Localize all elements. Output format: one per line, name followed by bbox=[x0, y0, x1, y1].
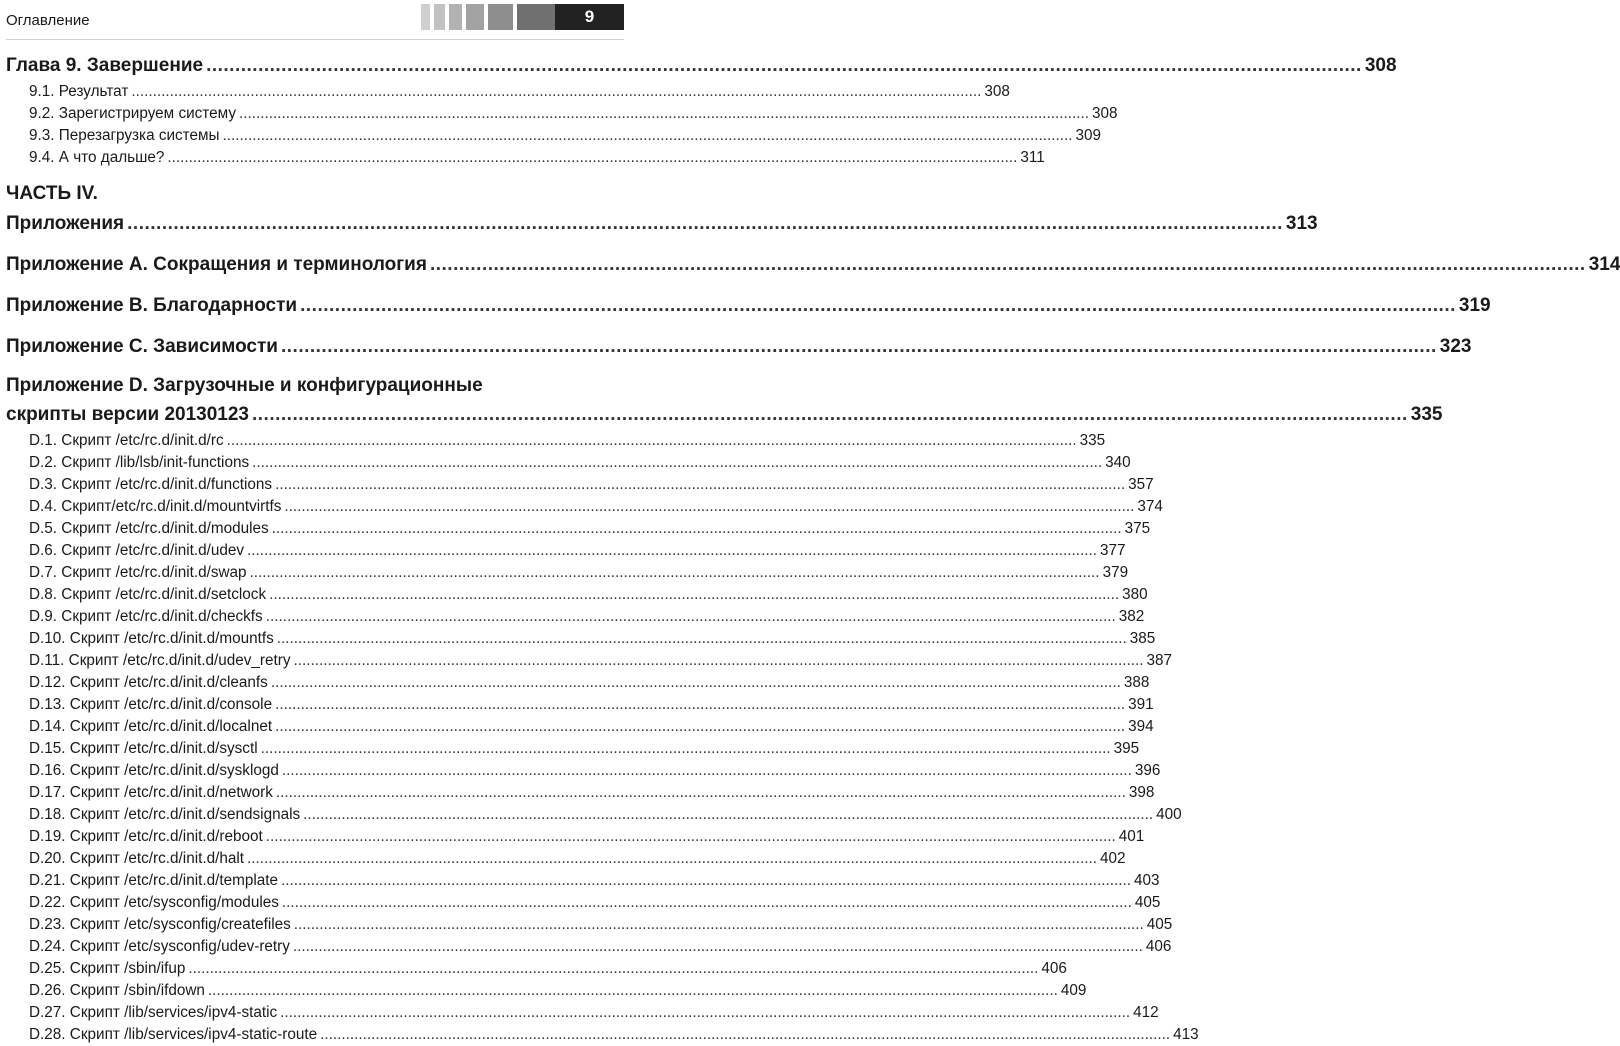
toc-entry-page: 377 bbox=[1100, 542, 1126, 559]
dot-leader: ........................................................................................................................................................................................................ bbox=[281, 894, 1132, 911]
toc-entry-page: 380 bbox=[1122, 586, 1148, 603]
toc-entry-page: 374 bbox=[1137, 498, 1163, 515]
dot-leader: ........................................................................................................................................................................................................ bbox=[131, 83, 982, 100]
toc-item[interactable] bbox=[0, 430, 1106, 452]
toc-entry-title: D.22. Скрипт /etc/sysconfig/modules bbox=[29, 894, 279, 911]
dot-leader: ........................................................................................................................................................................................................ bbox=[276, 630, 1127, 647]
toc-entry-title: D.15. Скрипт /etc/rc.d/init.d/sysctl bbox=[29, 740, 258, 757]
toc-entry-title: D.14. Скрипт /etc/rc.d/init.d/localnet bbox=[29, 718, 273, 735]
toc-entry-page: 405 bbox=[1146, 916, 1173, 933]
toc-entry-title: 9.1. Результат bbox=[29, 83, 129, 100]
toc-entry-page: 406 bbox=[1145, 938, 1172, 955]
toc-entry-page: 313 bbox=[1285, 213, 1318, 234]
dot-leader: ........................................................................................................................................................................................................ bbox=[238, 105, 1089, 122]
toc-appendix-d-title-line1[interactable]: Приложение D. Загрузочные и конфигурационные bbox=[6, 375, 483, 396]
dot-leader: ........................................................................................................................................................................................................ bbox=[275, 718, 1126, 735]
toc-entry-title: Приложение C. Зависимости bbox=[6, 336, 278, 357]
toc-entry-page: 400 bbox=[1156, 806, 1182, 823]
header-decorative-bars bbox=[421, 4, 559, 30]
dot-leader: ........................................................................................................................................................................................................ bbox=[252, 404, 1408, 425]
toc-entry-title: D.3. Скрипт /etc/rc.d/init.d/functions bbox=[29, 476, 273, 493]
toc-entry-title: D.24. Скрипт /etc/sysconfig/udev-retry bbox=[29, 938, 290, 955]
toc-entry-page: 309 bbox=[1075, 127, 1102, 144]
toc-entry-page: 391 bbox=[1128, 696, 1154, 713]
toc-item[interactable] bbox=[0, 760, 1161, 782]
toc-entry-page: 409 bbox=[1060, 982, 1087, 999]
toc-item[interactable] bbox=[0, 562, 1129, 584]
toc-item[interactable] bbox=[0, 606, 1145, 628]
toc-item[interactable] bbox=[0, 870, 1160, 892]
header-divider bbox=[6, 39, 624, 40]
dot-leader: ........................................................................................................................................................................................................ bbox=[275, 784, 1126, 801]
toc-entry-title: D.13. Скрипт /etc/rc.d/init.d/console bbox=[29, 696, 273, 713]
toc-entry-page: 412 bbox=[1133, 1004, 1159, 1021]
toc-item[interactable] bbox=[0, 584, 1148, 606]
dot-leader: ........................................................................................................................................................................................................ bbox=[265, 608, 1116, 625]
dot-leader: ........................................................................................................................................................................................................ bbox=[281, 872, 1132, 889]
dot-leader: ........................................................................................................................................................................................................ bbox=[222, 127, 1073, 144]
toc-entry-title: D.19. Скрипт /etc/rc.d/init.d/reboot bbox=[29, 828, 263, 845]
toc-item[interactable] bbox=[0, 826, 1145, 848]
toc-entry-page: 382 bbox=[1118, 608, 1145, 625]
toc-entry-page: 387 bbox=[1146, 652, 1173, 669]
dot-leader: ........................................................................................................................................................................................................ bbox=[265, 828, 1116, 845]
toc-item[interactable] bbox=[0, 848, 1126, 870]
toc-item[interactable] bbox=[0, 650, 1173, 672]
toc-entry-title: D.21. Скрипт /etc/rc.d/init.d/template bbox=[29, 872, 279, 889]
toc-entry-title: D.1. Скрипт /etc/rc.d/init.d/rc bbox=[29, 432, 224, 449]
toc-entry-title: D.12. Скрипт /etc/rc.d/init.d/cleanfs bbox=[29, 674, 268, 691]
toc-entry-page: 385 bbox=[1129, 630, 1156, 647]
dot-leader: ........................................................................................................................................................................................................ bbox=[188, 960, 1039, 977]
toc-entry-title: скрипты версии 20130123 bbox=[6, 404, 249, 425]
toc-entry-title: D.6. Скрипт /etc/rc.d/init.d/udev bbox=[29, 542, 245, 559]
toc-entry-page: 413 bbox=[1173, 1026, 1199, 1043]
dot-leader: ........................................................................................................................................................................................................ bbox=[271, 520, 1122, 537]
header-bar bbox=[421, 4, 430, 30]
toc-entry-page: 406 bbox=[1041, 960, 1067, 977]
toc-entry-page: 308 bbox=[1091, 105, 1118, 122]
page-header bbox=[0, 0, 631, 34]
toc-entry-title: D.2. Скрипт /lib/lsb/init-functions bbox=[29, 454, 250, 471]
dot-leader: ........................................................................................................................................................................................................ bbox=[226, 432, 1077, 449]
dot-leader: ........................................................................................................................................................................................................ bbox=[284, 498, 1135, 515]
toc-entry-page: 402 bbox=[1100, 850, 1126, 867]
toc-item[interactable] bbox=[0, 518, 1151, 540]
toc-entry-page: 403 bbox=[1134, 872, 1160, 889]
dot-leader: ........................................................................................................................................................................................................ bbox=[280, 1004, 1131, 1021]
toc-item[interactable] bbox=[0, 914, 1173, 936]
dot-leader: ........................................................................................................................................................................................................ bbox=[429, 254, 1586, 275]
toc-entry-title: D.8. Скрипт /etc/rc.d/init.d/setclock bbox=[29, 586, 267, 603]
toc-entry-page: 375 bbox=[1124, 520, 1151, 537]
toc-entry-title: D.26. Скрипт /sbin/ifdown bbox=[29, 982, 205, 999]
toc-item[interactable] bbox=[0, 81, 1010, 103]
dot-leader: ........................................................................................................................................................................................................ bbox=[269, 586, 1120, 603]
dot-leader: ........................................................................................................................................................................................................ bbox=[207, 982, 1058, 999]
running-header-title: Оглавление bbox=[6, 12, 90, 29]
toc-entry-title: 9.2. Зарегистрируем систему bbox=[29, 105, 236, 122]
page-number: 9 bbox=[555, 4, 624, 30]
toc-item[interactable] bbox=[0, 672, 1150, 694]
header-bar bbox=[449, 4, 462, 30]
dot-leader: ........................................................................................................................................................................................................ bbox=[270, 674, 1121, 691]
toc-appendix-b[interactable] bbox=[0, 290, 1491, 321]
dot-leader: ........................................................................................................................................................................................................ bbox=[303, 806, 1154, 823]
header-bar bbox=[466, 4, 484, 30]
toc-item[interactable] bbox=[0, 716, 1154, 738]
toc-item[interactable] bbox=[0, 892, 1161, 914]
toc-entry-title: D.16. Скрипт /etc/rc.d/init.d/sysklogd bbox=[29, 762, 279, 779]
toc-entry-page: 394 bbox=[1128, 718, 1154, 735]
toc-entry-title: 9.4. А что дальше? bbox=[29, 149, 165, 166]
toc-entry-page: 335 bbox=[1079, 432, 1106, 449]
toc-entry-page: 388 bbox=[1123, 674, 1150, 691]
toc-entry-page: 311 bbox=[1020, 149, 1045, 166]
dot-leader: ........................................................................................................................................................................................................ bbox=[275, 476, 1126, 493]
toc-entry-title: D.25. Скрипт /sbin/ifup bbox=[29, 960, 186, 977]
dot-leader: ........................................................................................................................................................................................................ bbox=[252, 454, 1103, 471]
toc-entry-page: 401 bbox=[1118, 828, 1145, 845]
toc-item[interactable] bbox=[0, 540, 1126, 562]
toc-entry-page: 379 bbox=[1102, 564, 1129, 581]
toc-entry-page: 323 bbox=[1439, 336, 1472, 357]
dot-leader: ........................................................................................................................................................................................................ bbox=[280, 336, 1437, 357]
toc-entry-page: 308 bbox=[984, 83, 1010, 100]
dot-leader: ........................................................................................................................................................................................................ bbox=[127, 213, 1283, 234]
toc-item[interactable] bbox=[0, 474, 1154, 496]
toc-entry-title: D.27. Скрипт /lib/services/ipv4-static bbox=[29, 1004, 278, 1021]
dot-leader: ........................................................................................................................................................................................................ bbox=[320, 1026, 1171, 1043]
toc-entry-title: D.11. Скрипт /etc/rc.d/init.d/udev_retry bbox=[29, 652, 291, 669]
table-of-contents bbox=[0, 50, 1620, 1046]
toc-entry-title: D.10. Скрипт /etc/rc.d/init.d/mountfs bbox=[29, 630, 274, 647]
toc-entry-title: D.20. Скрипт /etc/rc.d/init.d/halt bbox=[29, 850, 245, 867]
toc-item[interactable] bbox=[0, 980, 1087, 1002]
toc-item[interactable] bbox=[0, 103, 1118, 125]
toc-entry-page: 319 bbox=[1458, 295, 1491, 316]
header-bar bbox=[517, 4, 555, 30]
toc-entry-page: 340 bbox=[1105, 454, 1131, 471]
dot-leader: ........................................................................................................................................................................................................ bbox=[247, 542, 1098, 559]
dot-leader: ........................................................................................................................................................................................................ bbox=[206, 55, 1362, 76]
toc-item[interactable] bbox=[0, 958, 1067, 980]
header-bar bbox=[488, 4, 513, 30]
toc-entry-title: D.4. Скрипт/etc/rc.d/init.d/mountvirtfs bbox=[29, 498, 282, 515]
toc-entry-title: D.17. Скрипт /etc/rc.d/init.d/network bbox=[29, 784, 273, 801]
toc-entry-title: D.5. Скрипт /etc/rc.d/init.d/modules bbox=[29, 520, 269, 537]
toc-entry-title: Приложение A. Сокращения и терминология bbox=[6, 254, 427, 275]
dot-leader: ........................................................................................................................................................................................................ bbox=[281, 762, 1132, 779]
toc-appendix-d[interactable] bbox=[0, 399, 1443, 430]
dot-leader: ........................................................................................................................................................................................................ bbox=[249, 564, 1100, 581]
toc-appendix-d-items bbox=[0, 430, 1199, 1046]
toc-item[interactable] bbox=[0, 496, 1163, 518]
toc-item[interactable] bbox=[0, 782, 1155, 804]
toc-item[interactable] bbox=[0, 125, 1102, 147]
toc-entry-title: D.18. Скрипт /etc/rc.d/init.d/sendsignals bbox=[29, 806, 301, 823]
toc-entry-page: 335 bbox=[1410, 404, 1443, 425]
dot-leader: ........................................................................................................................................................................................................ bbox=[300, 295, 1456, 316]
toc-part-label: ЧАСТЬ IV. bbox=[6, 183, 98, 204]
toc-item[interactable] bbox=[0, 452, 1131, 474]
toc-part-4[interactable] bbox=[0, 208, 1318, 239]
toc-entry-title: Приложение B. Благодарности bbox=[6, 295, 298, 316]
toc-entry-page: 357 bbox=[1128, 476, 1154, 493]
dot-leader: ........................................................................................................................................................................................................ bbox=[167, 149, 1018, 166]
toc-item[interactable] bbox=[0, 1002, 1159, 1024]
toc-entry-page: 405 bbox=[1134, 894, 1161, 911]
toc-entry-title: D.7. Скрипт /etc/rc.d/init.d/swap bbox=[29, 564, 247, 581]
dot-leader: ........................................................................................................................................................................................................ bbox=[293, 916, 1144, 933]
dot-leader: ........................................................................................................................................................................................................ bbox=[292, 938, 1143, 955]
toc-entry-page: 395 bbox=[1113, 740, 1140, 757]
toc-chapter-9[interactable] bbox=[0, 50, 1397, 81]
dot-leader: ........................................................................................................................................................................................................ bbox=[275, 696, 1126, 713]
toc-entry-page: 308 bbox=[1364, 55, 1397, 76]
toc-appendix-a[interactable] bbox=[0, 249, 1620, 280]
toc-item[interactable] bbox=[0, 147, 1045, 169]
toc-entry-title: 9.3. Перезагрузка системы bbox=[29, 127, 220, 144]
header-bar bbox=[434, 4, 445, 30]
toc-item[interactable] bbox=[0, 738, 1140, 760]
toc-item[interactable] bbox=[0, 804, 1182, 826]
toc-item[interactable] bbox=[0, 1024, 1199, 1046]
toc-appendix-c[interactable] bbox=[0, 331, 1472, 362]
toc-entry-title: Глава 9. Завершение bbox=[6, 55, 204, 76]
toc-entry-title: D.9. Скрипт /etc/rc.d/init.d/checkfs bbox=[29, 608, 263, 625]
toc-entry-page: 396 bbox=[1134, 762, 1161, 779]
dot-leader: ........................................................................................................................................................................................................ bbox=[247, 850, 1098, 867]
toc-entry-page: 314 bbox=[1588, 254, 1620, 275]
toc-entry-title: Приложения bbox=[6, 213, 125, 234]
toc-entry-title: D.28. Скрипт /lib/services/ipv4-static-route bbox=[29, 1026, 318, 1043]
toc-entry-title: D.23. Скрипт /etc/sysconfig/createfiles bbox=[29, 916, 291, 933]
toc-item[interactable] bbox=[0, 628, 1156, 650]
toc-entry-page: 398 bbox=[1128, 784, 1155, 801]
toc-item[interactable] bbox=[0, 936, 1172, 958]
toc-item[interactable] bbox=[0, 694, 1154, 716]
dot-leader: ........................................................................................................................................................................................................ bbox=[260, 740, 1111, 757]
dot-leader: ........................................................................................................................................................................................................ bbox=[293, 652, 1144, 669]
